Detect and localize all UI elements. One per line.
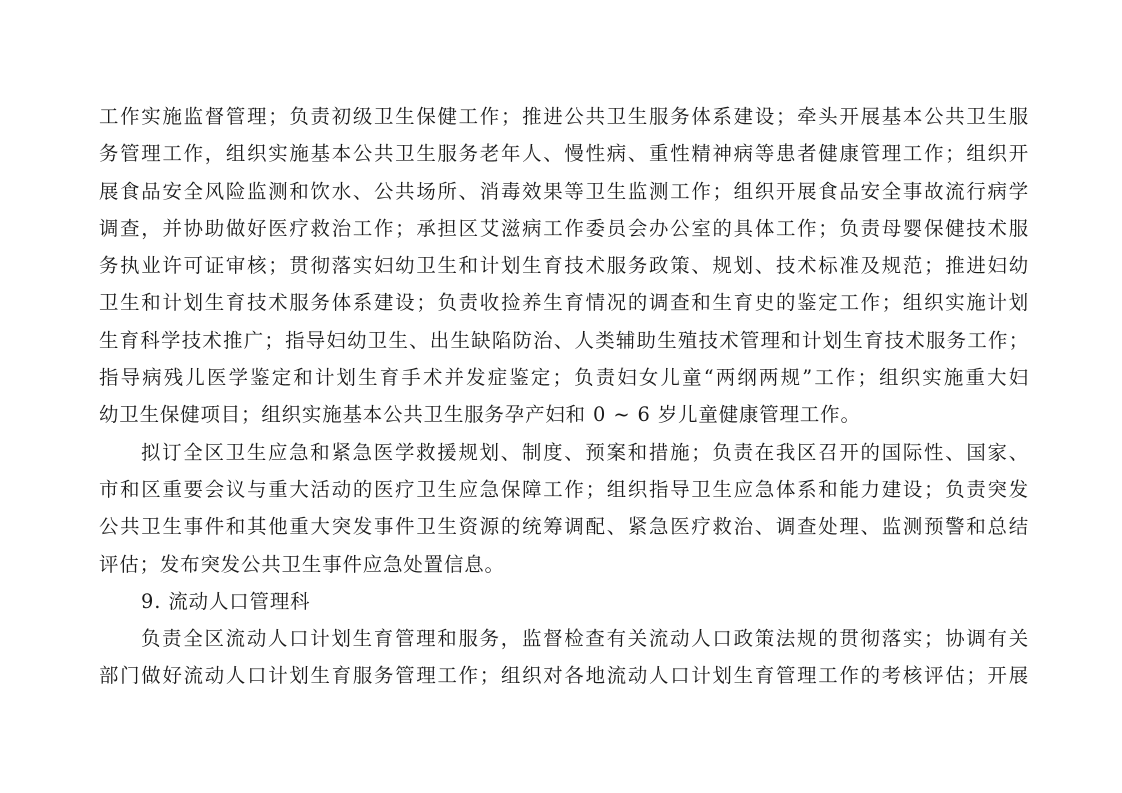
text-line: 务管理工作，组织实施基本公共卫生服务老年人、慢性病、重性精神病等患者健康管理工作；组织开 (99, 142, 1029, 166)
paragraph-start-line: 负责全区流动人口计划生育管理和服务，监督检查有关流动人口政策法规的贯彻落实；协调有关 (141, 627, 1029, 651)
section-heading: 9. 流动人口管理科 (141, 589, 311, 613)
text-line: 展食品安全风险监测和饮水、公共场所、消毒效果等卫生监测工作；组织开展食品安全事故流行病学 (99, 179, 1029, 203)
text-line: 卫生和计划生育技术服务体系建设；负责收捡养生育情况的调查和生育史的鉴定工作；组织实施计划 (99, 291, 1029, 315)
text-line: 公共卫生事件和其他重大突发事件卫生资源的统筹调配、紧急医疗救治、调查处理、监测预警和总结 (99, 515, 1029, 539)
text-line: 市和区重要会议与重大活动的医疗卫生应急保障工作；组织指导卫生应急体系和能力建设；负责突发 (99, 477, 1029, 501)
text-line: 工作实施监督管理；负责初级卫生保健工作；推进公共卫生服务体系建设；牵头开展基本公共卫生服 (99, 105, 1029, 128)
paragraph-end-line: 评估；发布突发公共卫生事件应急处置信息。 (99, 552, 505, 576)
text-line: 调查，并协助做好医疗救治工作；承担区艾滋病工作委员会办公室的具体工作；负责母婴保健技术服 (99, 216, 1029, 240)
text-line: 指导病残儿医学鉴定和计划生育手术并发症鉴定；负责妇女儿童“两纲两规”工作；组织实施重大妇 (99, 366, 1029, 390)
paragraph-start-line: 拟订全区卫生应急和紧急医学救援规划、制度、预案和措施；负责在我区召开的国际性、国家、 (141, 440, 1029, 464)
text-line: 部门做好流动人口计划生育服务管理工作；组织对各地流动人口计划生育管理工作的考核评估；开展 (99, 664, 1029, 688)
document-body (99, 98, 1029, 695)
paragraph-end-line: 幼卫生保健项目；组织实施基本公共卫生服务孕产妇和 0 ~ 6 岁儿童健康管理工作。 (99, 403, 861, 427)
text-line: 务执业许可证审核；贯彻落实妇幼卫生和计划生育技术服务政策、规划、技术标准及规范；推进妇幼 (99, 254, 1029, 278)
text-line: 生育科学技术推广；指导妇幼卫生、出生缺陷防治、人类辅助生殖技术管理和计划生育技术服务工作； (99, 328, 1029, 352)
